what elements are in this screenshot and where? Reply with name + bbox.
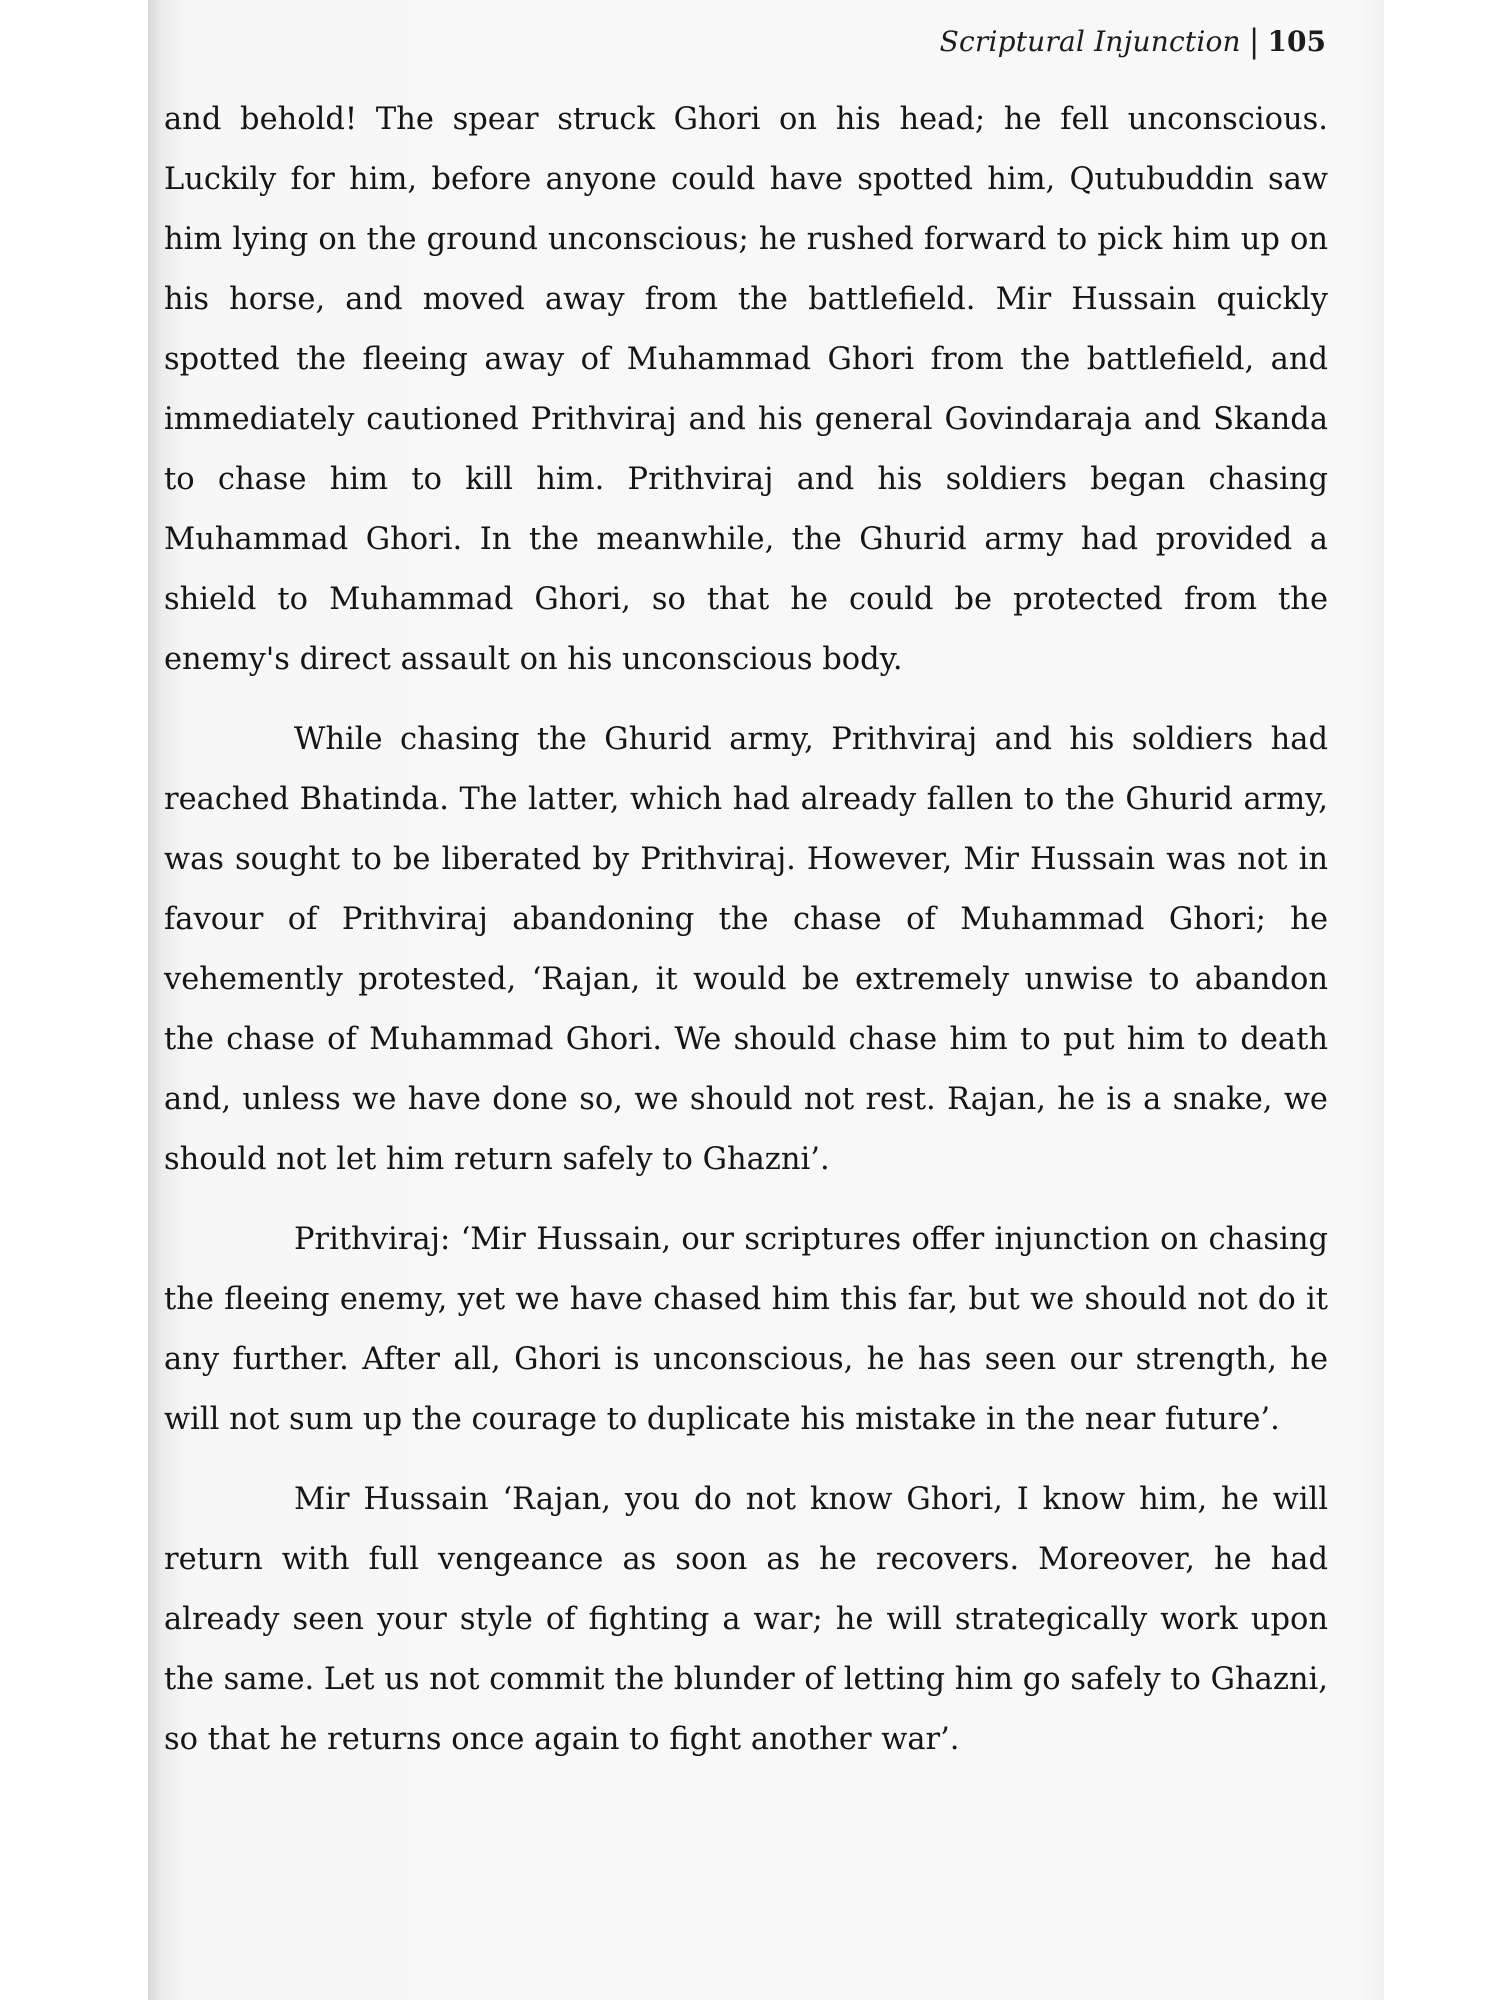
header-separator: |: [1248, 22, 1260, 60]
paragraph-continuation: and behold! The spear struck Ghori on his head; he fell unconscious. Luckily for him, before anyone could have spotted him, Qutubuddin saw him lying on the ground unconscious; he rushed forward to pick him up on his horse, and moved away from the battlefield. Mir Hussain quickly spotted the fleeing away of Muhammad Ghori from the battlefield, and immediately cautioned Prithviraj and his general Govindaraja and Skanda to chase him to kill him. Prithviraj and his soldiers began chasing Muhammad Ghori. In the meanwhile, the Ghurid army had provided a shield to Muhammad Ghori, so that he could be protected from the enemy's direct assault on his unconscious body.: [164, 102, 1328, 677]
page-edge-shadow: [1360, 0, 1384, 2000]
paragraph-mir-hussain-warning: Mir Hussain ‘Rajan, you do not know Ghori, I know him, he will return with full vengeance as soon as he recovers. Moreover, he had already seen your style of fighting a war; he will strategically work upon the same. Let us not commit the blunder of letting him go safely to Ghazni, so that he returns once again to fight another war’.: [164, 1482, 1328, 1757]
running-title: Scriptural Injunction: [939, 24, 1241, 58]
running-header: [900, 18, 1326, 64]
paragraph-prithviraj-reply: Prithviraj: ‘Mir Hussain, our scriptures offer injunction on chasing the fleeing enemy, yet we have chased him this far, but we should not do it any further. After all, Ghori is unconscious, he has seen our strength, he will not sum up the courage to duplicate his mistake in the near future’.: [164, 1222, 1328, 1437]
body-text: [164, 90, 1328, 1770]
paragraph-bhatinda: While chasing the Ghurid army, Prithviraj and his soldiers had reached Bhatinda. The latter, which had already fallen to the Ghurid army, was sought to be liberated by Prithviraj. However, Mir Hussain was not in favour of Prithviraj abandoning the chase of Muhammad Ghori; he vehemently protested, ‘Rajan, it would be extremely unwise to abandon the chase of Muhammad Ghori. We should chase him to put him to death and, unless we have done so, we should not rest. Rajan, he is a snake, we should not let him return safely to Ghazni’.: [164, 722, 1328, 1177]
page-number: 105: [1267, 24, 1326, 58]
